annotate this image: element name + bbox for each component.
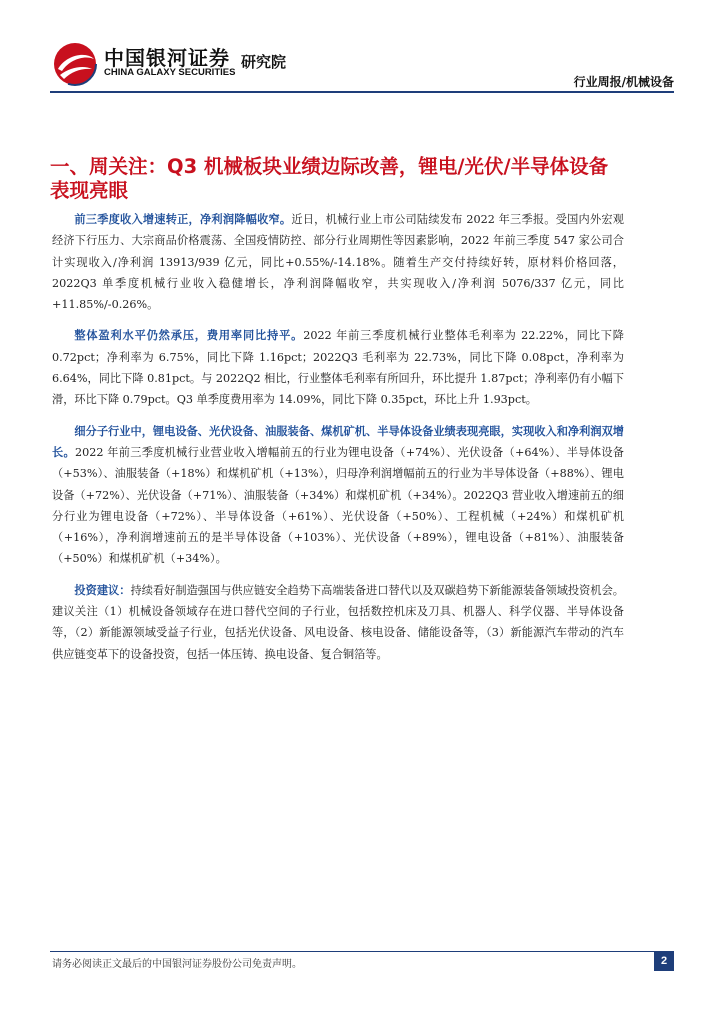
paragraph-text: 2022 年前三季度机械行业营业收入增幅前五的行业为锂电设备（+74%）、光伏设备（+64%）、半导体设备（+53%）、油服装备（+18%）和煤机矿机（+13%），归母净利润增幅前五的行业为半导体设备（+88%）、锂电设备（+72%）、光伏设备（+71%）、油服装备（+34%）和煤机矿机（+34%）。2022Q3 营业收入增速前五的细分行业为锂电设备（+72%）、半导体设备（+61%）、光伏设备（+50%）、工程机械（+24%）和煤机矿机（+16%），净利润增速前五的是半导体设备（+103%）、光伏设备（+89%），锂电设备（+81%）、油服装备（+50%）和煤机矿机（+34%）。 (52, 445, 624, 566)
paragraph-text: 持续看好制造强国与供应链安全趋势下高端装备进口替代以及双碳趋势下新能源装备领域投资机会。建议关注（1）机械设备领域存在进口替代空间的子行业，包括数控机床及刀具、机器人、科学仪器、半导体设备等，（2）新能源领域受益子行业，包括光伏设备、风电设备、核电设备、储能设备等，（3）新能源汽车带动的汽车供应链变革下的设备投资，包括一体压铸、换电设备、复合铜箔等。 (52, 583, 624, 661)
paragraph-investment-advice (52, 580, 624, 665)
paragraph-text: 近日，机械行业上市公司陆续发布 2022 年三季报。受国内外宏观经济下行压力、大宗商品价格震荡、全国疫情防控、部分行业周期性等因素影响，2022 年前三季度 547 家公司合计实现收入/净利润 13913/939 亿元，同比+0.55%/-14.18%。随着生产交付持续好转，原材料价格回落，2022Q3 单季度机械行业收入稳健增长，净利润降幅收窄，共实现收入/净利润 5076/337 亿元，同比+11.85%/-0.26%。 (52, 213, 624, 312)
section-title: 一、周关注：Q3 机械板块业绩边际改善，锂电/光伏/半导体设备表现亮眼 (50, 155, 609, 202)
paragraph-lead: 整体盈利水平仍然承压，费用率同比持平。 (74, 329, 304, 343)
page-header (0, 0, 724, 100)
report-type-label: 行业周报/机械设备 (573, 75, 674, 89)
paragraph-lead: 投资建议： (74, 583, 131, 597)
paragraph-lead: 前三季度收入增速转正，净利润降幅收窄。 (74, 213, 292, 226)
paragraph-subsectors (52, 421, 624, 570)
report-body (52, 209, 624, 675)
header-divider (50, 91, 674, 93)
paragraph-revenue (52, 209, 624, 315)
logo-chinese-name: 中国银河证券 (104, 46, 230, 70)
footer-disclaimer: 请务必阅读正文最后的中国银河证券股份公司免责声明。 (52, 959, 302, 970)
logo-english-name: CHINA GALAXY SECURITIES (104, 67, 236, 78)
paragraph-profitability (52, 325, 624, 410)
page-number: 2 (654, 951, 674, 971)
paragraph-text: 2022 年前三季度机械行业整体毛利率为 22.22%，同比下降 0.72pct；净利率为 6.75%，同比下降 1.16pct；2022Q3 毛利率为 22.73%，同比下降 0.08pct，净利率为 6.64%，同比下降 0.81pct。与 2022Q2 相比，行业整体毛利率有所回升，环比提升 1.87pct；净利率仍有小幅下滑，环比下降 0.79pct。Q3 单季度费用率为 14.09%，同比下降 0.35pct，环比上升 1.93pct。 (52, 329, 624, 407)
paragraph-lead: 细分子行业中，锂电设备、光伏设备、油服装备、煤机矿机、半导体设备业绩表现亮眼，实现收入和净利润双增长。 (52, 424, 624, 459)
research-institute-label: 研究院 (241, 53, 287, 71)
china-galaxy-logo-icon (52, 41, 98, 87)
footer-divider (50, 951, 674, 952)
